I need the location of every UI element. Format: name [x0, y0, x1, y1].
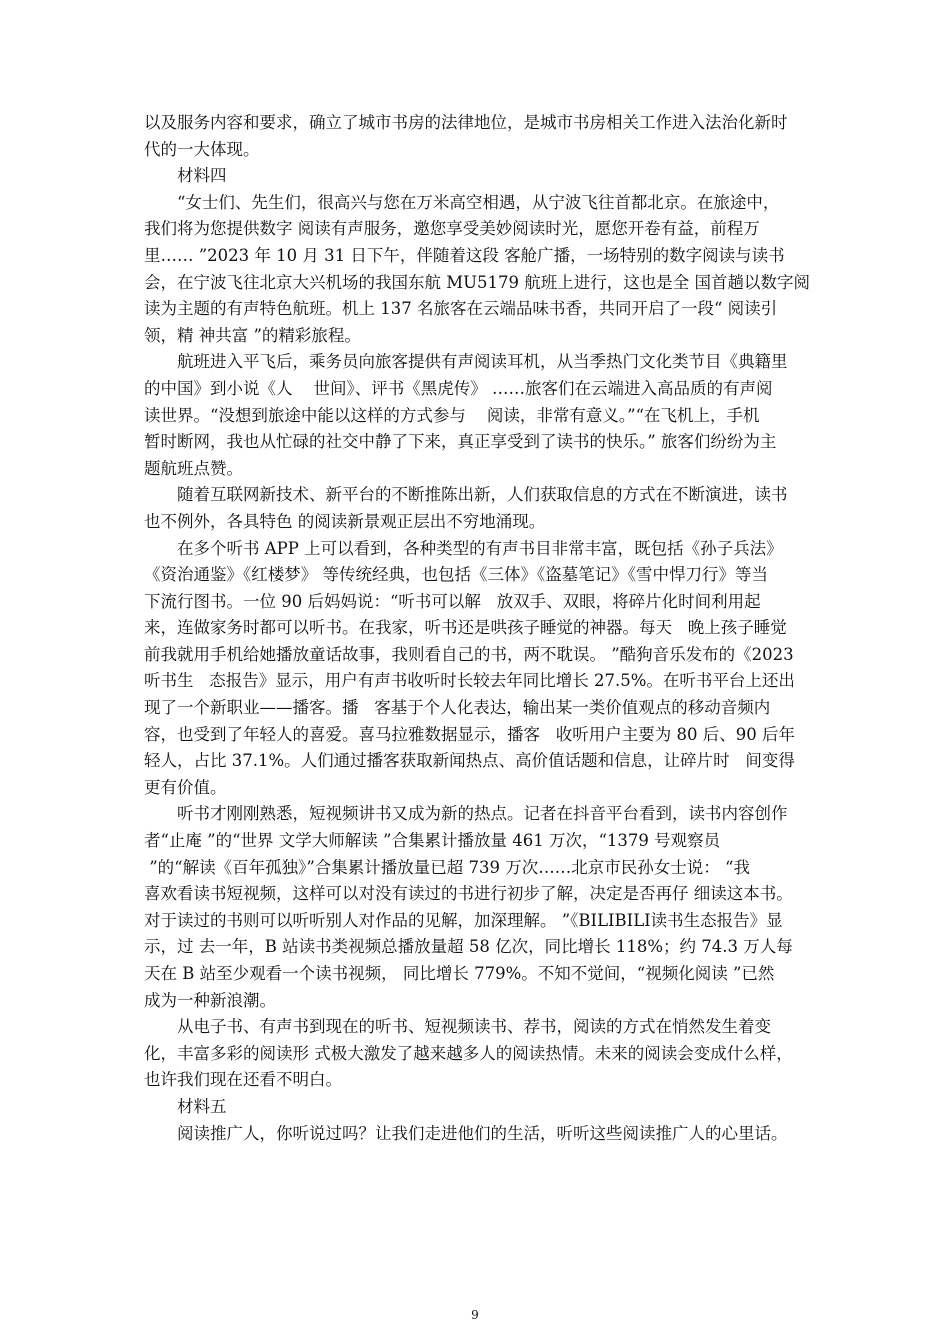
- page-number: 9: [471, 1308, 479, 1322]
- paragraph-first-line: 材料四: [177, 166, 227, 186]
- text-line: 也许我们现在还看不明白。: [144, 1070, 342, 1090]
- text-line: 者“止庵 ”的“世界 文学大师解读 ”合集累计播放量 461 万次，“1379 号观察员: [144, 831, 721, 851]
- text-line: 更有价值。: [144, 777, 227, 797]
- text-line: 《资治通鉴》《红楼梦》 等传统经典，也包括《三体》《盗墓笔记》《雪中悍刀行》等当: [144, 565, 768, 585]
- paragraph-first-line: “女士们、先生们，很高兴与您在万米高空相遇，从宁波飞往首都北京。在旅途中，: [177, 192, 780, 212]
- paragraph-first-line: 随着互联网新技术、新平台的不断推陈出新，人们获取信息的方式在不断演进，读书: [177, 485, 788, 505]
- text-line: 暂时断网，我也从忙碌的社交中静了下来，真正享受到了读书的快乐。” 旅客们纷纷为主: [144, 432, 777, 452]
- text-line: 喜欢看读书短视频，这样可以对没有读过的书进行初步了解，决定是否再仔 细读这本书。: [144, 884, 793, 904]
- text-line: 下流行图书。一位 90 后妈妈说：“听书可以解 放双手、双眼，将碎片化时间利用起: [144, 591, 761, 611]
- paragraph-first-line: 阅读推广人，你听说过吗？让我们走进他们的生活，听听这些阅读推广人的心里话。: [177, 1123, 788, 1143]
- paragraph-first-line: 听书才刚刚熟悉，短视频讲书又成为新的热点。记者在抖音平台看到，读书内容创作: [177, 804, 788, 824]
- text-line: 现了一个新职业——播客。播 客基于个人化表达，输出某一类价值观点的移动音频内: [144, 698, 771, 718]
- text-line: 听书生 态报告》显示，用户有声书收听时长较去年同比增长 27.5%。在听书平台上还出: [144, 671, 795, 691]
- text-line: 示，过 去一年，B 站读书类视频总播放量超 58 亿次，同比增长 118%；约 74.3 万人每: [144, 937, 793, 957]
- text-line: 天在 B 站至少观看一个读书视频， 同比增长 779%。不知不觉间，“视频化阅读 ”已然: [144, 964, 775, 983]
- text-line: 容，也受到了年轻人的喜爱。喜马拉雅数据显示，播客 收听用户主要为 80 后、90 后年: [144, 724, 795, 744]
- text-line: 以及服务内容和要求，确立了城市书房的法律地位，是城市书房相关工作进入法治化新时: [144, 113, 788, 132]
- text-line: 我们将为您提供数字 阅读有声服务，邀您享受美妙阅读时光，愿您开卷有益，前程万: [144, 219, 760, 239]
- text-line: 的中国》到小说《人 世间》、评书《黑虎传》 ……旅客们在云端进入高品质的有声阅: [144, 378, 773, 398]
- text-line: 成为一种新浪潮。: [144, 990, 276, 1010]
- paragraph-first-line: 航班进入平飞后，乘务员向旅客提供有声阅读耳机，从当季热门文化类节目《典籍里: [177, 352, 788, 372]
- text-line: 读世界。“没想到旅途中能以这样的方式参与 阅读，非常有意义。”“在飞机上，手机: [144, 405, 760, 425]
- text-line: 会，在宁波飞往北京大兴机场的我国东航 MU5179 航班上进行，这也是全 国首趟以数字阅: [144, 272, 811, 292]
- text-line: 对于读过的书则可以听听别人对作品的见解，加深理解。 ”《BILIBILI读书生态报告》显: [144, 910, 783, 930]
- text-line: 读为主题的有声特色航班。机上 137 名旅客在云端品味书香，共同开启了一段“ 阅读引: [144, 299, 778, 319]
- text-line: 里…… ”2023 年 10 月 31 日下午，伴随着这段 客舱广播，一场特别的数字阅读与读书: [144, 245, 785, 265]
- text-line: 也不例外，各具特色 的阅读新景观正层出不穷地涌现。: [144, 511, 546, 531]
- text-line: 化，丰富多彩的阅读形 式极大激发了越来越多人的阅读热情。未来的阅读会变成什么样，: [144, 1043, 793, 1063]
- paragraph-first-line: 材料五: [177, 1096, 227, 1116]
- paragraph-first-line: 从电子书、有声书到现在的听书、短视频读书、荐书，阅读的方式在悄然发生着变: [177, 1017, 771, 1037]
- text-line: 领，精 神共富 ”的精彩旅程。: [144, 325, 361, 345]
- text-line: 题航班点赞。: [144, 458, 243, 478]
- text-lines: [144, 110, 811, 1147]
- text-line: 来，连做家务时都可以听书。在我家，听书还是哄孩子睡觉的神器。每天 晚上孩子睡觉: [144, 618, 787, 638]
- text-line: 代的一大体现。: [144, 139, 260, 159]
- text-line: 轻人，占比 37.1%。人们通过播客获取新闻热点、高价值话题和信息，让碎片时 间变得: [144, 751, 795, 771]
- paragraph-first-line: 在多个听书 APP 上可以看到，各种类型的有声书目非常丰富，既包括《孙子兵法》: [177, 538, 783, 558]
- text-line: ”的“解读《百年孤独》”合集累计播放量已超 739 万次……北京市民孙女士说： “我: [144, 857, 750, 877]
- text-line: 前我就用手机给她播放童话故事，我则看自己的书，两不耽误。 ”酷狗音乐发布的《2023: [144, 644, 794, 664]
- document-body: [144, 110, 811, 1147]
